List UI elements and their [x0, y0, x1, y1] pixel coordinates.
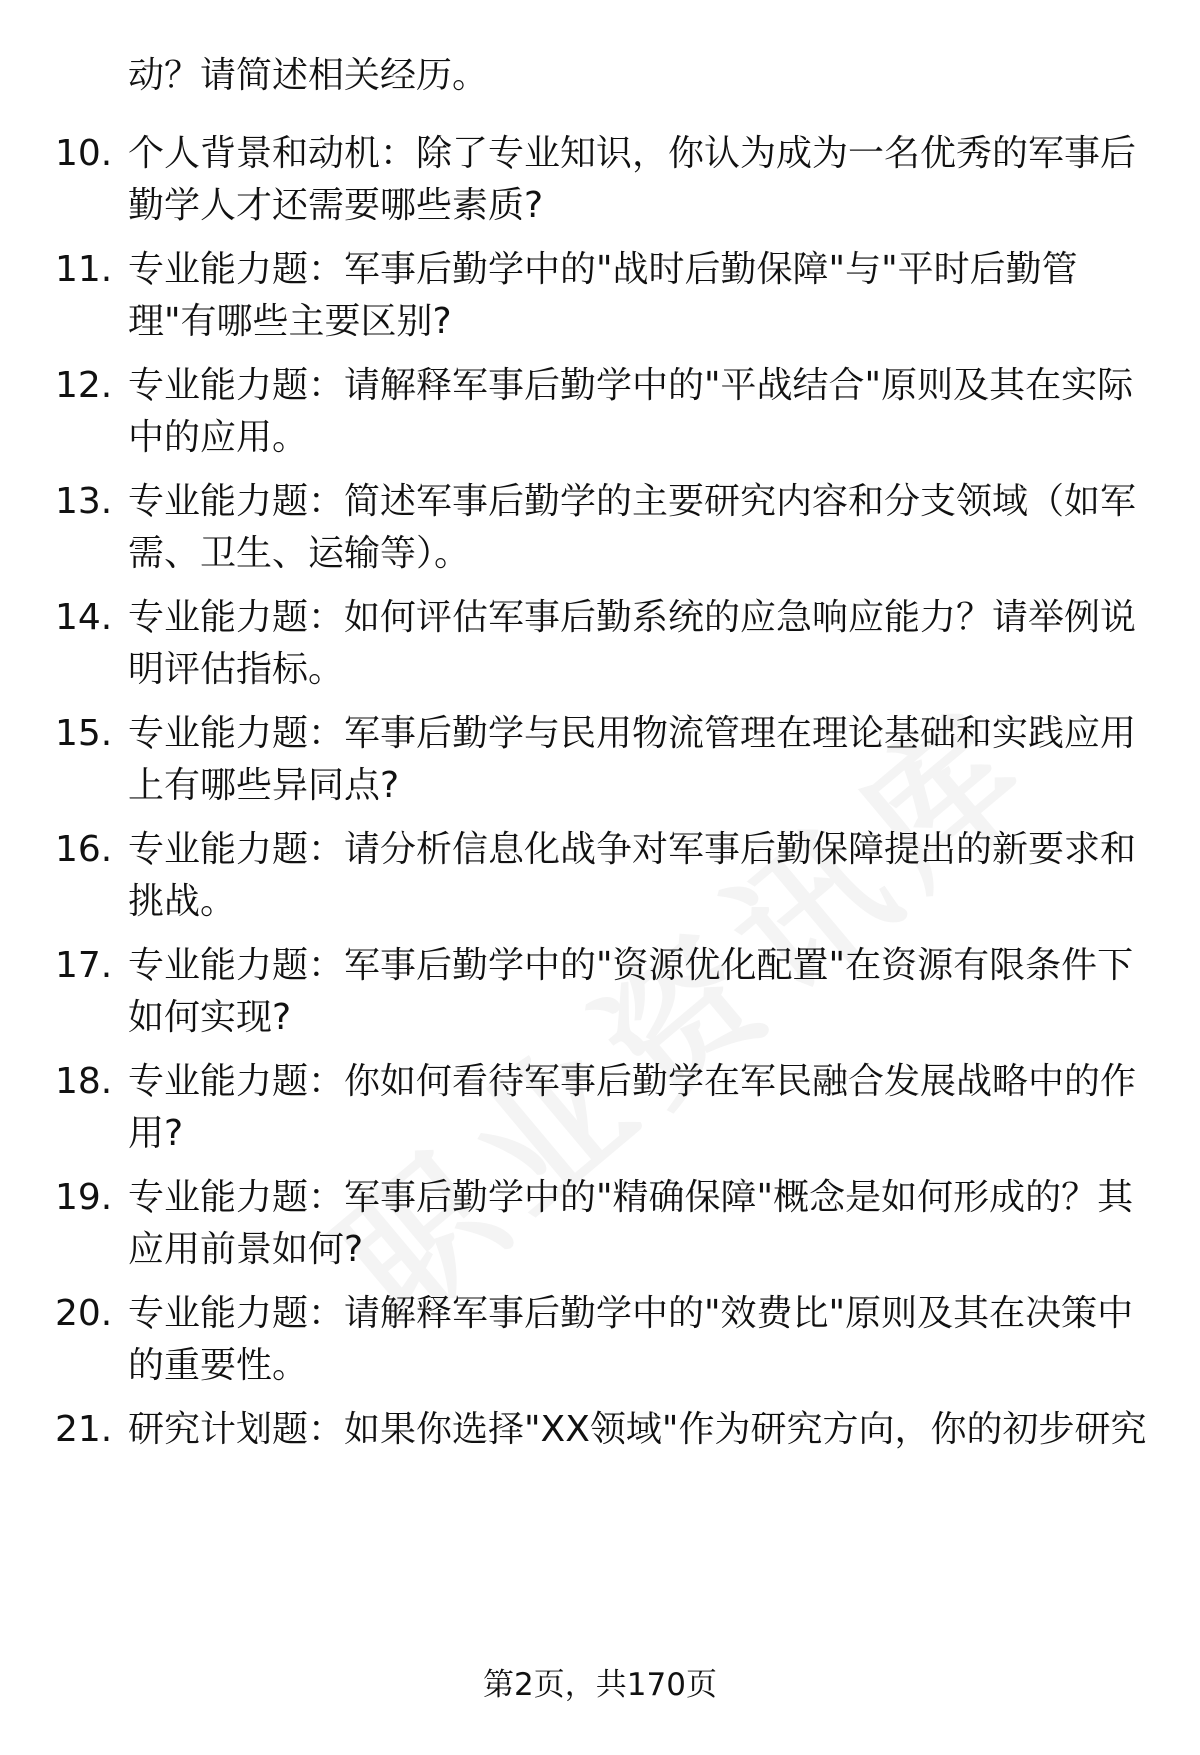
item-number: 21. — [55, 1409, 113, 1450]
item-number: 14. — [55, 597, 113, 638]
item-text — [128, 940, 1148, 1044]
item-line: 如何实现? — [128, 997, 292, 1038]
item-line: 专业能力题：你如何看待军事后勤学在军民融合发展战略中的作 — [128, 1061, 1137, 1102]
item-line: 专业能力题：请解释军事后勤学中的"平战结合"原则及其在实际 — [128, 365, 1134, 406]
item-line: 上有哪些异同点? — [128, 765, 400, 806]
item-text — [128, 1404, 1148, 1456]
item-line: 用? — [128, 1113, 184, 1154]
item-number: 13. — [55, 481, 113, 522]
item-number: 17. — [55, 945, 113, 986]
continuation-text: 动？请简述相关经历。 — [128, 55, 489, 96]
item-line: 专业能力题：请解释军事后勤学中的"效费比"原则及其在决策中 — [128, 1293, 1134, 1334]
item-number: 20. — [55, 1293, 113, 1334]
item-text — [128, 128, 1148, 232]
item-line: 专业能力题：请分析信息化战争对军事后勤保障提出的新要求和 — [128, 829, 1137, 870]
item-number: 11. — [55, 249, 113, 290]
item-number: 19. — [55, 1177, 113, 1218]
item-number: 15. — [55, 713, 113, 754]
item-text — [128, 1056, 1148, 1160]
item-line: 研究计划题：如果你选择"XX领域"作为研究方向，你的初步研究 — [128, 1409, 1147, 1450]
item-line: 中的应用。 — [128, 417, 309, 458]
item-number: 18. — [55, 1061, 113, 1102]
item-text — [128, 244, 1148, 348]
item-line: 专业能力题：军事后勤学中的"资源优化配置"在资源有限条件下 — [128, 945, 1134, 986]
item-text — [128, 476, 1148, 580]
item-line: 专业能力题：军事后勤学与民用物流管理在理论基础和实践应用 — [128, 713, 1137, 754]
item-text — [128, 1288, 1148, 1392]
item-line: 明评估指标。 — [128, 649, 345, 690]
item-number: 12. — [55, 365, 113, 406]
item-number: 16. — [55, 829, 113, 870]
item-line: 个人背景和动机：除了专业知识，你认为成为一名优秀的军事后 — [128, 133, 1137, 174]
item-text — [128, 360, 1148, 464]
item-number: 10. — [55, 133, 113, 174]
item-line: 专业能力题：如何评估军事后勤系统的应急响应能力？请举例说 — [128, 597, 1137, 638]
item-line: 专业能力题：军事后勤学中的"战时后勤保障"与"平时后勤管 — [128, 249, 1078, 290]
item-line: 需、卫生、运输等）。 — [128, 533, 471, 574]
item-line: 专业能力题：军事后勤学中的"精确保障"概念是如何形成的？其 — [128, 1177, 1134, 1218]
item-text — [128, 592, 1148, 696]
item-line: 理"有哪些主要区别? — [128, 301, 452, 342]
item-line: 勤学人才还需要哪些素质? — [128, 185, 544, 226]
item-line: 应用前景如何? — [128, 1229, 364, 1270]
item-text — [128, 824, 1148, 928]
page-footer: 第2页，共170页 — [483, 1667, 717, 1703]
item-line: 的重要性。 — [128, 1345, 309, 1386]
item-line: 挑战。 — [128, 881, 237, 922]
item-text — [128, 708, 1148, 812]
item-line: 专业能力题：简述军事后勤学的主要研究内容和分支领域（如军 — [128, 481, 1137, 522]
item-text — [128, 1172, 1148, 1276]
